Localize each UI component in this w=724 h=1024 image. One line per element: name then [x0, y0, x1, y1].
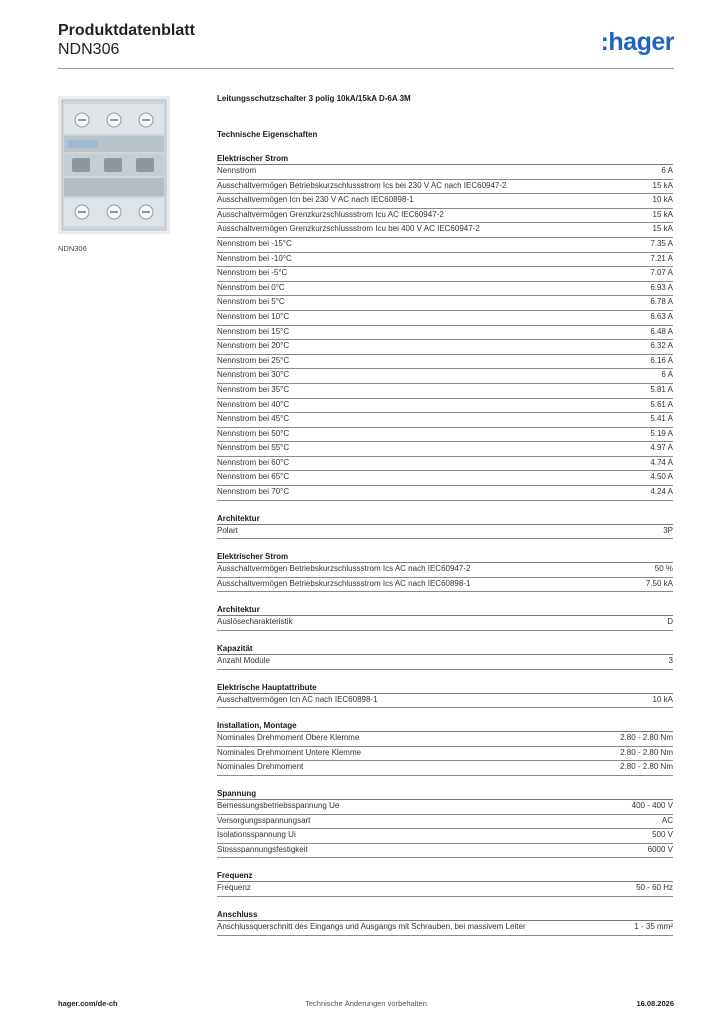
property-label: Nennstrom bei -10°C [217, 253, 292, 263]
product-code: NDN306 [58, 41, 120, 58]
property-row [217, 921, 673, 936]
property-section [217, 909, 673, 936]
property-label: Nennstrom bei -15°C [217, 238, 292, 248]
property-row [217, 844, 673, 859]
property-value: 2.80 - 2.80 Nm [620, 747, 673, 757]
property-label: Ausschaltvermögen Betriebskurzschlussstrom Ics bei 230 V AC nach IEC60947-2 [217, 180, 507, 190]
property-row [217, 413, 673, 428]
property-value: 2.80 - 2.80 Nm [620, 762, 673, 772]
property-row [217, 747, 673, 762]
property-row [217, 282, 673, 297]
property-label: Nominales Drehmoment Untere Klemme [217, 747, 362, 757]
property-value: 5.19 A [650, 428, 673, 438]
footer-website: hager.com/de-ch [58, 999, 118, 1008]
property-row [217, 399, 673, 414]
property-label: Nennstrom bei 40°C [217, 399, 290, 409]
property-value: D [667, 617, 673, 627]
property-row [217, 457, 673, 472]
property-value: AC [661, 815, 673, 825]
header-divider [58, 68, 674, 69]
section-title: Anschluss [217, 909, 673, 921]
property-row [217, 655, 673, 670]
property-row [217, 253, 673, 268]
property-label: Anschlussquerschnitt des Eingangs und Ausgangs mit Schrauben, bei massivem Leiter [217, 921, 526, 931]
property-value: 50 % [654, 564, 673, 574]
property-row [217, 180, 673, 195]
property-label: Nennstrom bei 65°C [217, 472, 290, 482]
page-footer [58, 999, 674, 1011]
property-value: 15 kA [652, 180, 673, 190]
section-title: Architektur [217, 513, 673, 525]
property-row [217, 165, 673, 180]
property-value: 7.35 A [650, 238, 673, 248]
product-image [58, 96, 170, 234]
property-row [217, 311, 673, 326]
property-value: 10 kA [652, 694, 673, 704]
property-row [217, 267, 673, 282]
property-label: Nennstrom bei 10°C [217, 311, 290, 321]
datasheet-content [217, 93, 673, 936]
property-label: Ausschaltvermögen Icn bei 230 V AC nach IEC60898-1 [217, 195, 414, 205]
property-section [217, 604, 673, 631]
property-row [217, 355, 673, 370]
property-value: 50 - 60 Hz [636, 883, 673, 893]
footer-date: 16.08.2026 [636, 999, 674, 1008]
property-value: 10 kA [652, 195, 673, 205]
property-label: Nennstrom bei 70°C [217, 487, 290, 497]
property-label: Nennstrom [217, 166, 257, 175]
document-title: Produktdatenblatt [58, 22, 195, 39]
property-value: 1 - 35 mm² [634, 921, 673, 931]
property-row [217, 761, 673, 776]
property-value: 4.24 A [650, 487, 673, 497]
property-value: 3 [668, 656, 673, 666]
property-row [217, 194, 673, 209]
page-header [58, 22, 674, 68]
property-value: 15 kA [652, 209, 673, 219]
property-value: 7.50 kA [645, 578, 673, 588]
property-label: Auslösecharakteristik [217, 617, 293, 627]
property-row [217, 209, 673, 224]
property-value: 6000 V [647, 844, 673, 854]
property-value: 5.81 A [650, 384, 673, 394]
section-title: Kapazität [217, 643, 673, 655]
image-caption: NDN306 [58, 244, 87, 253]
property-row [217, 223, 673, 238]
property-label: Anzahl Module [217, 656, 270, 666]
property-label: Nennstrom bei 0°C [217, 282, 285, 292]
property-section [217, 513, 673, 540]
property-label: Bemessungsbetriebsspannung Ue [217, 801, 340, 810]
property-value: 4.97 A [650, 443, 673, 453]
property-label: Nennstrom bei 25°C [217, 355, 290, 365]
property-label: Nennstrom bei -5°C [217, 268, 288, 278]
footer-disclaimer: Technische Änderungen vorbehalten [305, 999, 427, 1008]
property-value: 7.21 A [650, 253, 673, 263]
property-row [217, 471, 673, 486]
property-value: 6 A [661, 166, 673, 175]
property-value: 15 kA [652, 224, 673, 234]
property-sections [217, 153, 673, 936]
property-section [217, 682, 673, 709]
section-title: Architektur [217, 604, 673, 616]
property-label: Polart [217, 525, 238, 535]
property-label: Ausschaltvermögen Betriebskurzschlussstrom Ics AC nach IEC60898-1 [217, 578, 471, 588]
property-value: 4.74 A [650, 457, 673, 467]
property-row [217, 442, 673, 457]
property-row [217, 578, 673, 593]
property-row [217, 694, 673, 709]
property-section [217, 788, 673, 858]
property-label: Nominales Drehmoment Obere Klemme [217, 733, 360, 743]
property-section [217, 720, 673, 776]
property-label: Ausschaltvermögen Grenzkurzschlussstrom Icu bei 400 V AC IEC60947-2 [217, 224, 480, 234]
property-row [217, 732, 673, 747]
property-value: 500 V [652, 830, 673, 840]
property-row [217, 525, 673, 540]
property-row [217, 384, 673, 399]
property-value: 6.93 A [650, 282, 673, 292]
property-value: 6.63 A [650, 311, 673, 321]
property-row [217, 369, 673, 384]
property-value: 2.80 - 2.80 Nm [620, 733, 673, 743]
property-label: Frequenz [217, 883, 251, 893]
property-label: Nominales Drehmoment [217, 762, 304, 772]
property-label: Nennstrom bei 30°C [217, 370, 290, 380]
property-row [217, 486, 673, 501]
circuit-breaker-illustration [58, 96, 170, 234]
property-row [217, 340, 673, 355]
logo-text: hager [608, 28, 674, 56]
property-value: 3P [663, 525, 673, 535]
property-row [217, 428, 673, 443]
property-label: Isolationsspannung Ui [217, 830, 296, 840]
property-section [217, 643, 673, 670]
property-value: 5.61 A [650, 399, 673, 409]
property-label: Nennstrom bei 60°C [217, 457, 290, 467]
property-row [217, 296, 673, 311]
property-label: Ausschaltvermögen Icn AC nach IEC60898-1 [217, 694, 378, 704]
property-label: Nennstrom bei 50°C [217, 428, 290, 438]
product-description: Leitungsschutzschalter 3 polig 10kA/15kA D-6A 3M [217, 94, 411, 103]
property-value: 6.16 A [650, 355, 673, 365]
property-value: 400 - 400 V [631, 801, 673, 810]
section-title: Elektrischer Strom [217, 551, 673, 563]
property-value: 6.48 A [650, 326, 673, 336]
property-row [217, 829, 673, 844]
property-label: Nennstrom bei 5°C [217, 297, 285, 307]
property-row [217, 815, 673, 830]
property-row [217, 238, 673, 253]
section-title: Elektrische Hauptattribute [217, 682, 673, 694]
section-title: Spannung [217, 788, 673, 800]
property-label: Nennstrom bei 35°C [217, 384, 290, 394]
property-row [217, 882, 673, 897]
property-label: Ausschaltvermögen Betriebskurzschlussstrom Ics AC nach IEC60947-2 [217, 564, 471, 574]
property-row [217, 800, 673, 815]
logo-colon: : [600, 28, 609, 56]
property-label: Nennstrom bei 15°C [217, 326, 290, 336]
property-label: Ausschaltvermögen Grenzkurzschlussstrom Icu AC IEC60947-2 [217, 209, 444, 219]
property-label: Versorgungsspannungsart [217, 815, 311, 825]
section-title: Frequenz [217, 870, 673, 882]
property-row [217, 326, 673, 341]
property-value: 6.32 A [650, 341, 673, 351]
section-title: Installation, Montage [217, 720, 673, 732]
property-label: Nennstrom bei 20°C [217, 341, 290, 351]
property-label: Stossspannungsfestigkeit [217, 844, 308, 854]
property-label: Nennstrom bei 55°C [217, 443, 290, 453]
property-value: 4.50 A [650, 472, 673, 482]
property-section [217, 153, 673, 501]
property-value: 6 A [661, 370, 673, 380]
property-value: 5.41 A [650, 414, 673, 424]
property-value: 6.78 A [650, 297, 673, 307]
property-row [217, 616, 673, 631]
property-row [217, 563, 673, 578]
property-value: 7.07 A [650, 268, 673, 278]
section-title: Elektrischer Strom [217, 153, 673, 165]
property-section [217, 551, 673, 592]
hager-logo [601, 28, 674, 56]
property-section [217, 870, 673, 897]
property-label: Nennstrom bei 45°C [217, 414, 290, 424]
properties-heading: Technische Eigenschaften [217, 130, 318, 139]
